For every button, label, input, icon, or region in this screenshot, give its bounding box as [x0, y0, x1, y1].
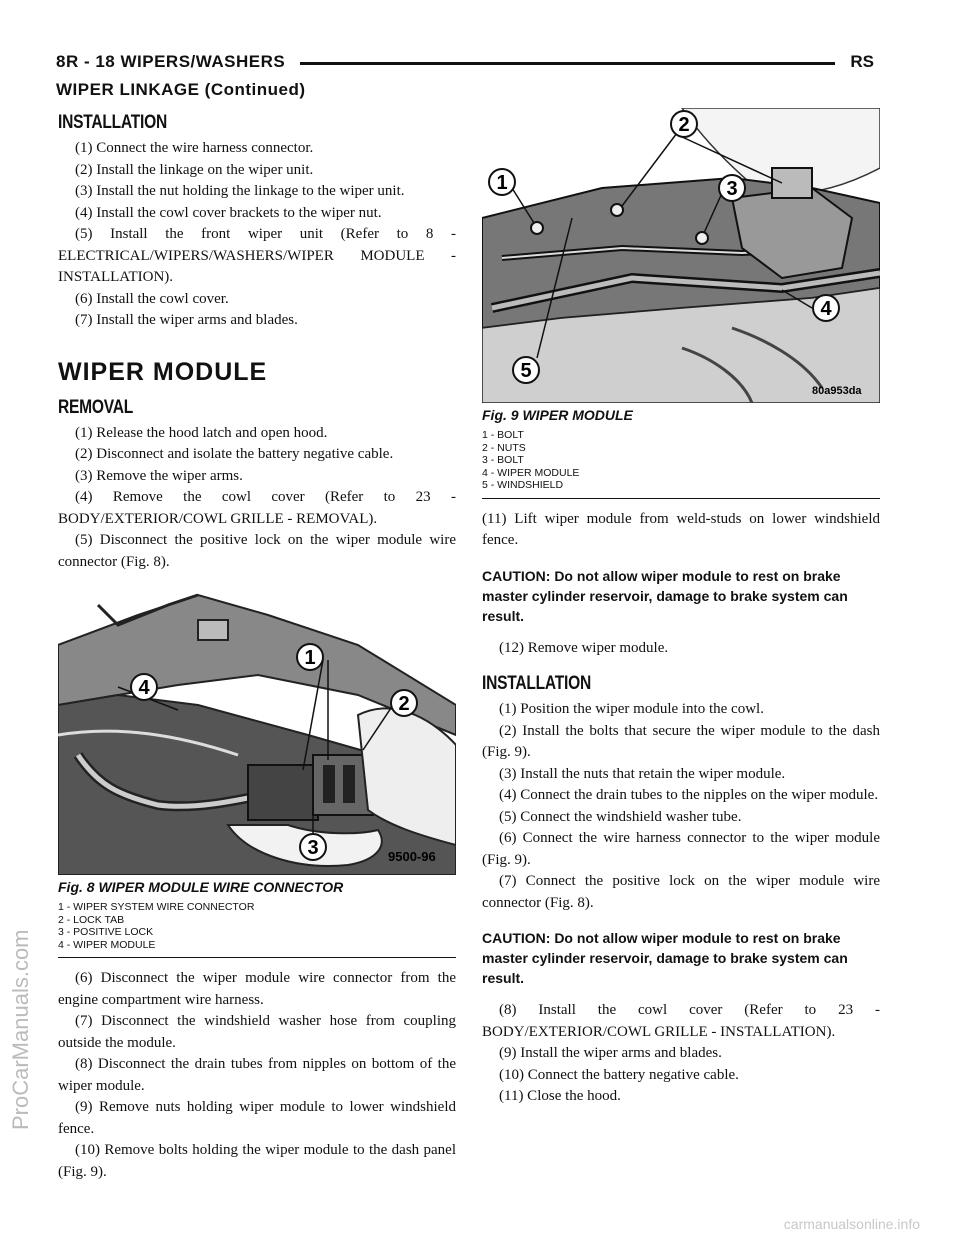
step: (6) Disconnect the wiper module wire connector from the engine compartment wire harness.: [58, 970, 456, 1008]
step: (1) Release the hood latch and open hood.: [75, 424, 328, 441]
fig9-illustration: [482, 108, 880, 403]
fig8-illustration: [58, 585, 456, 875]
header-rule: [300, 62, 835, 65]
caution-text: CAUTION: Do not allow wiper module to rest on brake master cylinder reservoir, damage to brake system can result.: [482, 567, 848, 624]
page-header-code: RS: [850, 52, 874, 71]
wiper-module-heading: WIPER MODULE: [58, 357, 268, 386]
legend-item: 2 - NUTS: [482, 441, 526, 454]
step: (5) Install the front wiper unit (Refer to 8 - ELECTRICAL/WIPERS/WASHERS/WIPER MODULE - INSTALLATION).: [58, 226, 456, 285]
step: (9) Install the wiper arms and blades.: [499, 1045, 722, 1061]
step: (8) Install the cowl cover (Refer to 23 - BODY/EXTERIOR/COWL GRILLE - INSTALLATION).: [482, 1002, 880, 1040]
legend-item: 1 - WIPER SYSTEM WIRE CONNECTOR: [58, 901, 255, 913]
legend-item: 3 - BOLT: [482, 454, 524, 466]
legend-item: 1 - BOLT: [482, 429, 524, 441]
fig8-figure: [58, 585, 456, 958]
step: (4) Connect the drain tubes to the nipples on the wiper module.: [499, 787, 879, 803]
right-column: [482, 108, 880, 1108]
fig8-callout: 1: [304, 647, 316, 669]
left-column: [58, 112, 456, 1183]
step: (6) Connect the wire harness connector to the wiper module (Fig. 9).: [482, 830, 880, 868]
fig9-callout: 1: [496, 172, 508, 194]
step: (9) Remove nuts holding wiper module to lower windshield fence.: [58, 1099, 456, 1137]
step: (3) Install the nut holding the linkage to the wiper unit.: [75, 183, 405, 199]
step: (1) Connect the wire harness connector.: [75, 140, 314, 156]
fig9-legend: [482, 429, 880, 492]
fig9-figure: [482, 108, 880, 499]
fig8-code: 9500-96: [388, 849, 436, 864]
step: (2) Disconnect and isolate the battery negative cable.: [75, 446, 394, 462]
fig9-callout: 5: [520, 360, 532, 382]
fig8-callout: 4: [138, 677, 150, 699]
fig9-title: Fig. 9 WIPER MODULE: [482, 407, 633, 423]
step: (2) Install the linkage on the wiper unit.: [75, 161, 314, 178]
fig8-legend: [58, 901, 456, 951]
step: (11) Lift wiper module from weld-studs on lower windshield fence.: [482, 510, 880, 548]
continued-heading: WIPER LINKAGE (Continued): [56, 80, 306, 99]
fig8-title: Fig. 8 WIPER MODULE WIRE CONNECTOR: [58, 879, 344, 895]
step: (7) Disconnect the windshield washer hose from coupling outside the module.: [58, 1013, 456, 1051]
step: (12) Remove wiper module.: [499, 639, 669, 656]
legend-item: 4 - WIPER MODULE: [58, 938, 156, 951]
fig9-code: 80a953da: [812, 385, 862, 397]
fig8-callout: 3: [307, 837, 319, 859]
step: (10) Remove bolts holding the wiper module to the dash panel (Fig. 9).: [58, 1142, 456, 1180]
legend-item: 2 - LOCK TAB: [58, 913, 125, 926]
step: (4) Install the cowl cover brackets to the wiper nut.: [75, 204, 382, 221]
step: (1) Position the wiper module into the cowl.: [499, 701, 764, 717]
fig8-rule: [58, 957, 456, 958]
step: (5) Disconnect the positive lock on the wiper module wire connector (Fig. 8).: [58, 532, 456, 570]
legend-item: 5 - WINDSHIELD: [482, 479, 564, 491]
fig9-rule: [482, 498, 880, 499]
step: (7) Connect the positive lock on the wiper module wire connector (Fig. 8).: [482, 873, 880, 911]
installation-heading: INSTALLATION: [482, 673, 591, 694]
legend-item: 3 - POSITIVE LOCK: [58, 926, 154, 938]
caution-text: CAUTION: Do not allow wiper module to rest on brake master cylinder reservoir, damage to brake system can result.: [482, 930, 848, 986]
step: (3) Install the nuts that retain the wiper module.: [499, 765, 786, 782]
step: (7) Install the wiper arms and blades.: [75, 312, 298, 328]
step: (4) Remove the cowl cover (Refer to 23 - BODY/EXTERIOR/COWL GRILLE - REMOVAL).: [58, 489, 456, 527]
footer-watermark: carmanualsonline.info: [783, 1216, 920, 1232]
side-watermark: ProCarManuals.com: [8, 929, 33, 1130]
fig9-callout: 3: [726, 178, 738, 200]
page-header-section: 8R - 18 WIPERS/WASHERS: [56, 52, 286, 71]
removal-heading: REMOVAL: [58, 396, 134, 418]
step: (10) Connect the battery negative cable.: [499, 1066, 739, 1083]
fig9-callout: 2: [678, 114, 690, 136]
fig9-callout: 4: [820, 298, 832, 320]
legend-item: 4 - WIPER MODULE: [482, 466, 580, 479]
step: (2) Install the bolts that secure the wiper module to the dash (Fig. 9).: [482, 722, 880, 760]
step: (5) Connect the windshield washer tube.: [499, 808, 742, 825]
installation-heading: INSTALLATION: [58, 112, 167, 133]
fig8-callout: 2: [398, 693, 410, 715]
step: (3) Remove the wiper arms.: [75, 467, 243, 484]
step: (11) Close the hood.: [499, 1088, 621, 1104]
step: (6) Install the cowl cover.: [75, 290, 229, 307]
step: (8) Disconnect the drain tubes from nipples on bottom of the wiper module.: [58, 1056, 456, 1094]
